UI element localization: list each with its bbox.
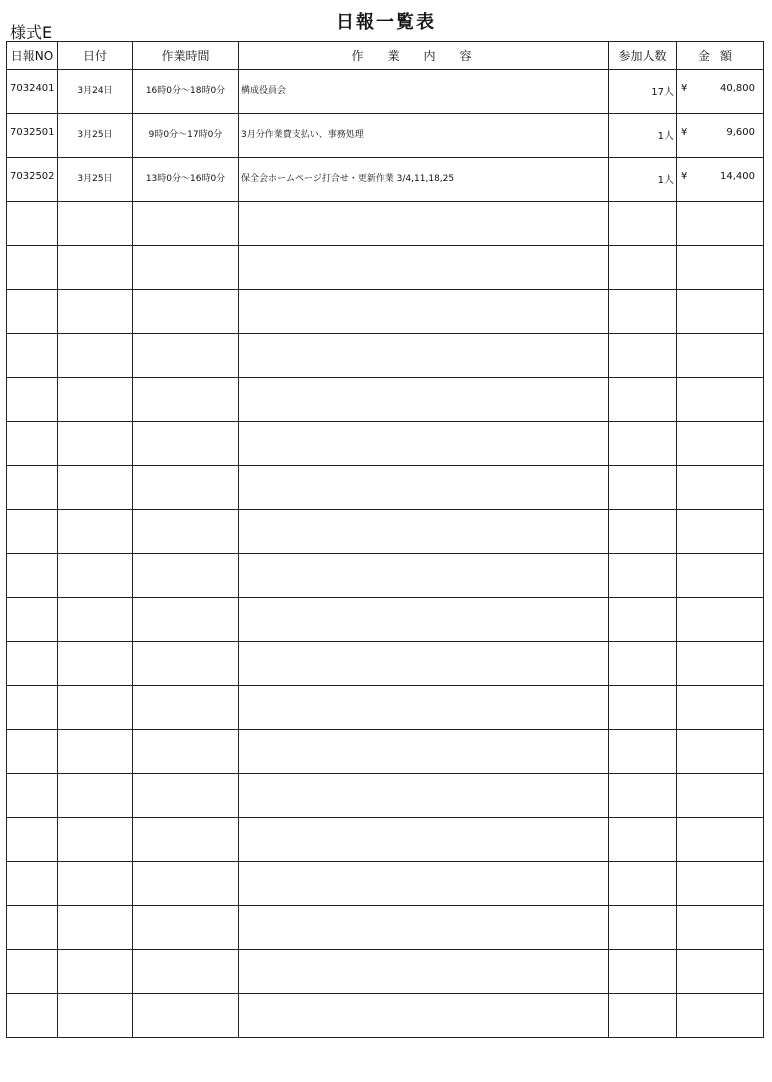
cell-people [609,774,677,818]
cell-date [58,334,133,378]
cell-content [239,862,609,906]
cell-amount [677,114,764,158]
cell-content [239,510,609,554]
page-title: 日報一覧表 [336,12,436,33]
cell-amount [677,466,764,510]
cell-date [58,862,133,906]
cell-no: 7032502 [7,158,58,202]
cell-amount [677,730,764,774]
cell-people [609,554,677,598]
cell-time: 13時0分～16時0分 [133,158,239,202]
header-no: 日報NO [7,42,58,70]
table-row [7,642,764,686]
header-date: 日付 [58,42,133,70]
table-row [7,686,764,730]
cell-no [7,730,58,774]
cell-amount [677,994,764,1038]
cell-date [58,422,133,466]
cell-time [133,202,239,246]
cell-time [133,466,239,510]
cell-no [7,642,58,686]
cell-content [239,202,609,246]
cell-no [7,554,58,598]
cell-date [58,686,133,730]
cell-time [133,422,239,466]
table-body [7,70,764,1038]
cell-content [239,994,609,1038]
cell-no [7,950,58,994]
table-row [7,906,764,950]
cell-time: 9時0分～17時0分 [133,114,239,158]
cell-amount [677,70,764,114]
cell-time [133,642,239,686]
header-people: 参加人数 [609,42,677,70]
amount-value: 40,800 [720,83,755,94]
cell-amount [677,642,764,686]
cell-content [239,554,609,598]
table-row [7,158,764,202]
cell-no [7,334,58,378]
table-row [7,378,764,422]
table-row [7,818,764,862]
cell-no [7,290,58,334]
report-table [6,41,764,1038]
cell-no [7,818,58,862]
cell-time [133,510,239,554]
table-row [7,730,764,774]
table-row [7,114,764,158]
amount-value: 9,600 [726,127,755,138]
cell-time [133,246,239,290]
currency-symbol: ¥ [681,83,688,94]
cell-no [7,202,58,246]
table-row [7,70,764,114]
cell-no: 7032401 [7,70,58,114]
table-row [7,554,764,598]
cell-no [7,774,58,818]
cell-content [239,334,609,378]
cell-amount [677,334,764,378]
cell-people [609,994,677,1038]
cell-content [239,246,609,290]
cell-content: 保全会ホームページ打合せ・更新作業 3/4,11,18,25 [239,158,609,202]
cell-amount [677,598,764,642]
cell-amount [677,422,764,466]
cell-amount [677,774,764,818]
cell-people [609,466,677,510]
cell-people [609,862,677,906]
table-row [7,510,764,554]
cell-time [133,906,239,950]
cell-time [133,334,239,378]
cell-no: 7032501 [7,114,58,158]
cell-date: 3月25日 [58,158,133,202]
cell-content [239,906,609,950]
cell-amount [677,290,764,334]
cell-content [239,422,609,466]
cell-people [609,818,677,862]
cell-no [7,906,58,950]
cell-time [133,950,239,994]
cell-time [133,554,239,598]
cell-no [7,466,58,510]
cell-time [133,290,239,334]
cell-date [58,906,133,950]
cell-content: 構成役員会 [239,70,609,114]
cell-amount [677,510,764,554]
cell-amount [677,906,764,950]
cell-date [58,774,133,818]
table-row [7,774,764,818]
cell-time [133,730,239,774]
cell-people [609,378,677,422]
cell-amount [677,686,764,730]
cell-people [609,246,677,290]
amount-value: 14,400 [720,171,755,182]
cell-content [239,290,609,334]
cell-date [58,202,133,246]
header-row [7,42,764,70]
cell-amount [677,862,764,906]
cell-date [58,598,133,642]
cell-no [7,422,58,466]
cell-date [58,994,133,1038]
cell-time [133,598,239,642]
cell-people [609,510,677,554]
cell-date: 3月24日 [58,70,133,114]
cell-date [58,642,133,686]
currency-symbol: ¥ [681,127,688,138]
cell-content [239,950,609,994]
cell-date [58,466,133,510]
currency-symbol: ¥ [681,171,688,182]
cell-people [609,598,677,642]
cell-people [609,950,677,994]
cell-content [239,642,609,686]
cell-date [58,246,133,290]
cell-date [58,554,133,598]
cell-time [133,994,239,1038]
table-row [7,202,764,246]
form-label: 様式E [10,23,53,42]
cell-amount [677,158,764,202]
cell-people [609,290,677,334]
table-row [7,994,764,1038]
cell-amount [677,554,764,598]
cell-people: 17人 [609,70,677,114]
cell-amount [677,950,764,994]
cell-people [609,686,677,730]
cell-content [239,378,609,422]
cell-time: 16時0分～18時0分 [133,70,239,114]
cell-date [58,290,133,334]
cell-amount [677,378,764,422]
table-row [7,862,764,906]
cell-people [609,334,677,378]
cell-time [133,686,239,730]
cell-date [58,378,133,422]
cell-date [58,950,133,994]
table-row [7,950,764,994]
cell-no [7,686,58,730]
table-row [7,246,764,290]
cell-content [239,730,609,774]
header-content: 作業内容 [239,42,609,70]
table-row [7,334,764,378]
cell-people [609,906,677,950]
cell-no [7,510,58,554]
cell-date [58,818,133,862]
table-row [7,466,764,510]
table-row [7,290,764,334]
cell-content [239,686,609,730]
cell-people: 1人 [609,158,677,202]
cell-amount [677,246,764,290]
cell-no [7,246,58,290]
cell-time [133,378,239,422]
cell-no [7,862,58,906]
cell-content [239,598,609,642]
cell-time [133,818,239,862]
cell-people [609,202,677,246]
cell-amount [677,818,764,862]
cell-no [7,994,58,1038]
cell-time [133,774,239,818]
cell-content [239,774,609,818]
cell-amount [677,202,764,246]
table-row [7,598,764,642]
cell-date [58,730,133,774]
cell-content [239,466,609,510]
cell-content: 3月分作業費支払い、事務処理 [239,114,609,158]
cell-people [609,730,677,774]
table-row [7,422,764,466]
header-time: 作業時間 [133,42,239,70]
cell-people [609,642,677,686]
cell-time [133,862,239,906]
cell-people [609,422,677,466]
cell-date [58,510,133,554]
cell-date: 3月25日 [58,114,133,158]
cell-people: 1人 [609,114,677,158]
cell-content [239,818,609,862]
header-amount: 金額 [677,42,764,70]
cell-no [7,378,58,422]
cell-no [7,598,58,642]
